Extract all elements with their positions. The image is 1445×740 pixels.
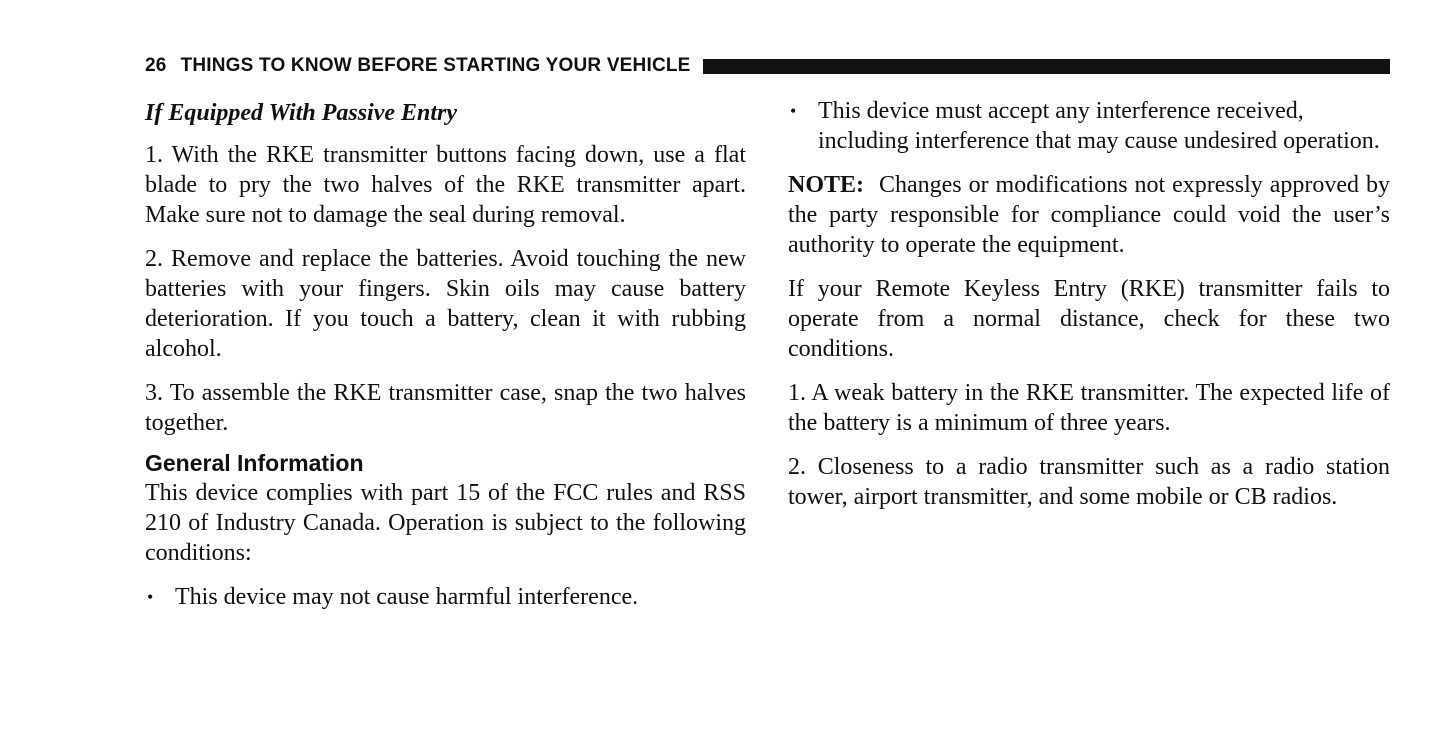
- bullet-text: This device may not cause harmful interference.: [175, 584, 639, 610]
- left-column: [145, 96, 746, 626]
- general-information-heading: General Information: [145, 450, 364, 476]
- passive-entry-subheading: If Equipped With Passive Entry: [145, 100, 458, 126]
- bullet-text: This device must accept any interference received, including interference that may cause undesired operation.: [818, 98, 1380, 154]
- condition-2: 2. Closeness to a radio transmitter such as a radio station tower, airport transmitter, and some mobile or CB radios.: [788, 454, 1390, 510]
- note-paragraph: [788, 170, 1390, 260]
- condition-1: 1. A weak battery in the RKE transmitter. The expected life of the battery is a minimum of three years.: [788, 380, 1390, 436]
- section-title: THINGS TO KNOW BEFORE STARTING YOUR VEHICLE: [180, 55, 691, 76]
- list-item: [788, 96, 1390, 156]
- bullet-icon: •: [147, 587, 154, 607]
- page-number: 26: [145, 55, 167, 76]
- bullet-icon: •: [790, 101, 797, 121]
- step-1: 1. With the RKE transmitter buttons facing down, use a flat blade to pry the two halves of the RKE transmitter apart. Make sure not to damage the seal during removal.: [145, 142, 746, 228]
- note-text: Changes or modifications not expressly approved by the party responsible for compliance could void the user’s authority to operate the equipment.: [788, 172, 1391, 258]
- step-3: 3. To assemble the RKE transmitter case, snap the two halves together.: [145, 380, 746, 436]
- list-item: [145, 582, 746, 612]
- general-information-text: This device complies with part 15 of the FCC rules and RSS 210 of Industry Canada. Operation is subject to the following conditions:: [145, 480, 746, 566]
- fail-conditions-text: If your Remote Keyless Entry (RKE) transmitter fails to operate from a normal distance, check for these two conditions.: [788, 276, 1390, 362]
- right-column: [788, 96, 1390, 526]
- note-label: NOTE:: [788, 172, 865, 198]
- step-2: 2. Remove and replace the batteries. Avoid touching the new batteries with your fingers. Skin oils may cause battery deterioration. If you touch a battery, clean it with rubbing alcohol.: [145, 246, 746, 362]
- header-rule: [703, 59, 1390, 74]
- page-header: [145, 55, 1390, 77]
